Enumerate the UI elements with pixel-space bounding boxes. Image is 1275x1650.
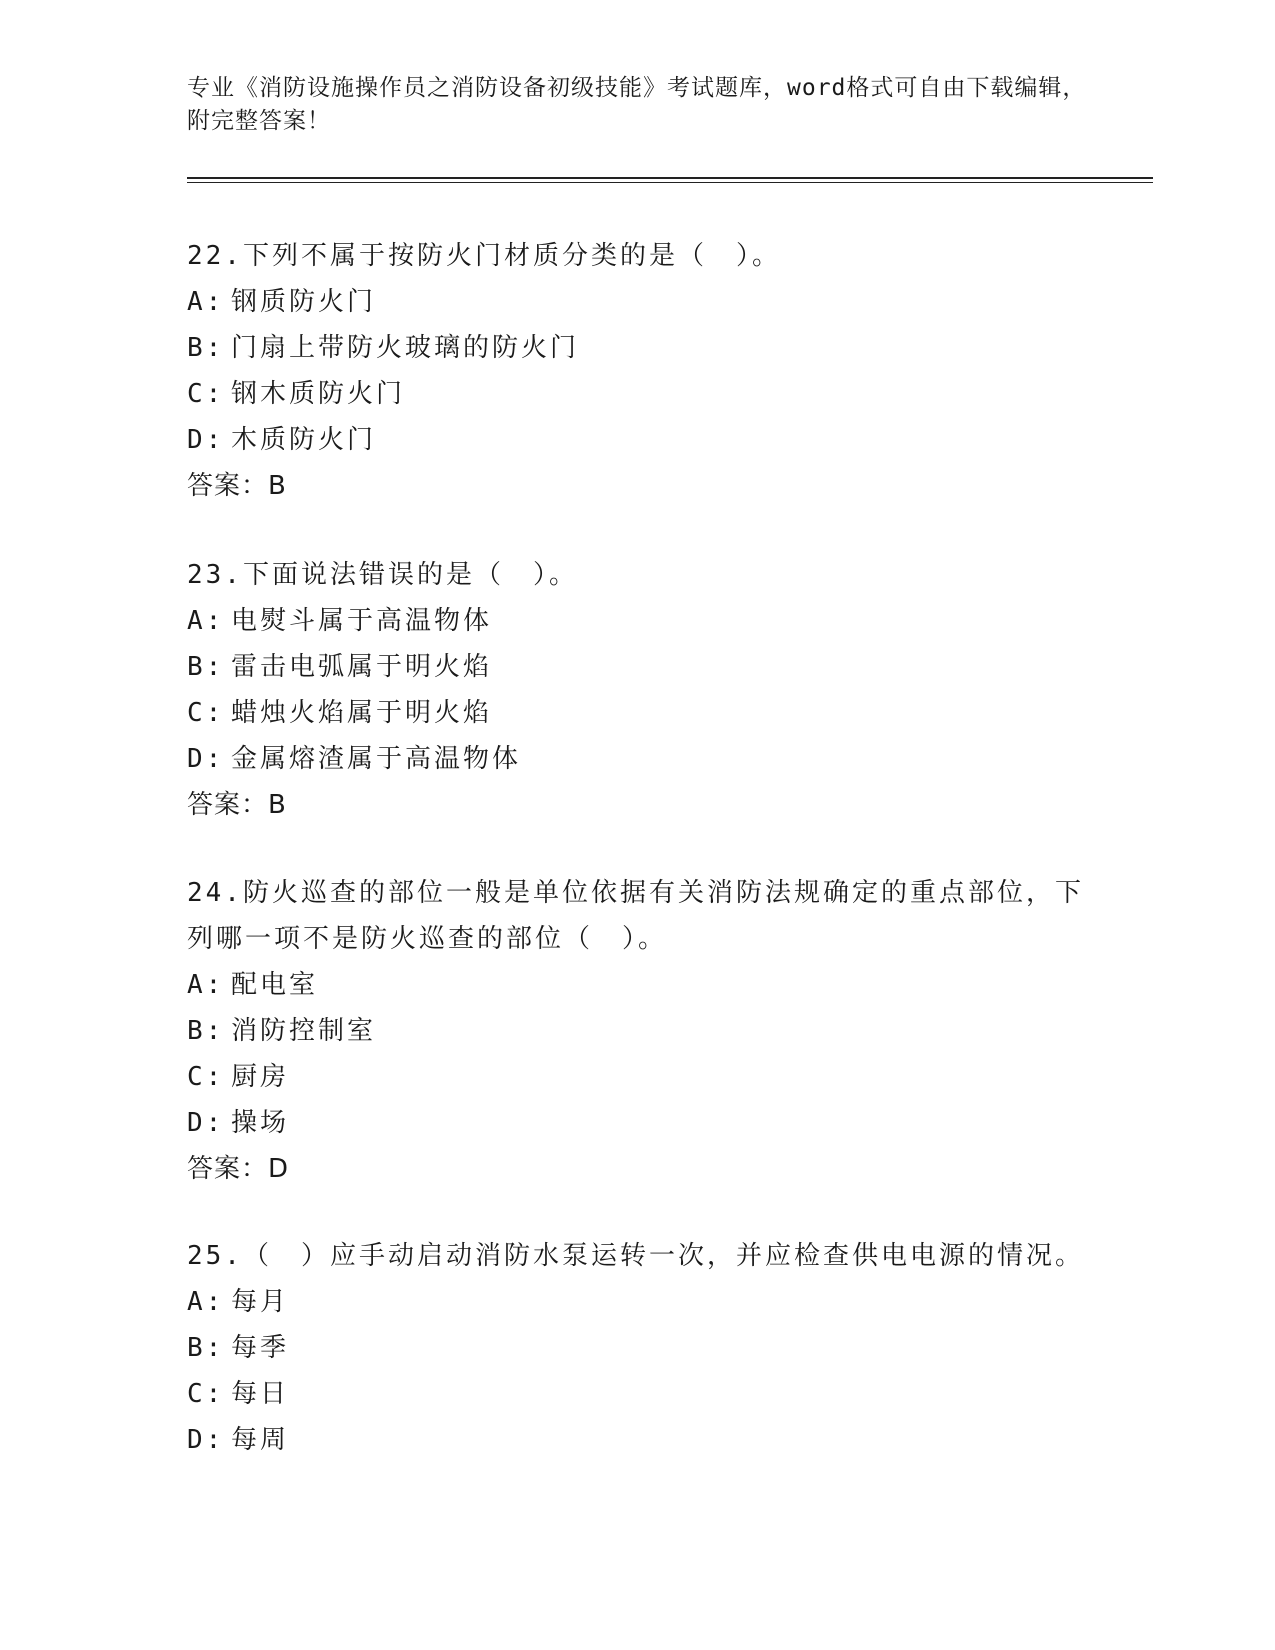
option-a [187,962,1087,1008]
option-key: C: [187,379,225,409]
option-c [187,1054,1087,1100]
option-c [187,1371,1087,1417]
option-text: 配电室 [231,970,319,1000]
option-text: 每季 [231,1333,290,1363]
option-key: A: [187,287,225,317]
option-text: 金属熔渣属于高温物体 [231,744,522,774]
option-text: 消防控制室 [231,1016,377,1046]
header-divider-thin [187,182,1153,183]
answer-text: 答案：D [187,1154,290,1184]
option-key: B: [187,1333,225,1363]
option-text: 钢木质防火门 [231,379,406,409]
question-23 [187,552,1087,828]
option-key: C: [187,1062,225,1092]
option-b [187,644,1087,690]
option-c [187,690,1087,736]
option-key: A: [187,606,225,636]
option-key: D: [187,744,225,774]
option-text: 电熨斗属于高温物体 [231,606,493,636]
option-key: B: [187,333,225,363]
header-divider-thick [187,177,1153,179]
question-stem: 24.防火巡查的部位一般是单位依据有关消防法规确定的重点部位，下列哪一项不是防火巡查的部位（ ）。 [187,878,1084,954]
option-d [187,417,1087,463]
question-stem: 22.下列不属于按防火门材质分类的是（ ）。 [187,241,781,271]
option-text: 厨房 [231,1062,290,1092]
document-header: 专业《消防设施操作员之消防设备初级技能》考试题库，word格式可自由下载编辑，附完整答案！ [187,75,1087,134]
option-b [187,1325,1087,1371]
option-a [187,279,1087,325]
question-stem: 25.（ ）应手动启动消防水泵运转一次，并应检查供电电源的情况。 [187,1241,1084,1271]
option-text: 每日 [231,1379,290,1409]
option-text: 每月 [231,1287,290,1317]
option-key: A: [187,1287,225,1317]
option-b [187,1008,1087,1054]
option-d [187,736,1087,782]
option-key: B: [187,652,225,682]
option-d [187,1100,1087,1146]
answer-text: 答案：B [187,790,287,820]
option-text: 每周 [231,1425,290,1455]
option-key: B: [187,1016,225,1046]
answer-text: 答案：B [187,471,287,501]
option-text: 雷击电弧属于明火焰 [231,652,493,682]
option-c [187,371,1087,417]
question-24 [187,870,1087,1192]
question-stem: 23.下面说法错误的是（ ）。 [187,560,578,590]
option-key: C: [187,1379,225,1409]
option-a [187,1279,1087,1325]
option-key: D: [187,425,225,455]
option-key: C: [187,698,225,728]
option-text: 钢质防火门 [231,287,377,317]
option-text: 操场 [231,1108,290,1138]
question-22 [187,233,1087,509]
option-text: 蜡烛火焰属于明火焰 [231,698,493,728]
option-d [187,1417,1087,1463]
option-text: 木质防火门 [231,425,377,455]
option-b [187,325,1087,371]
option-key: D: [187,1108,225,1138]
option-a [187,598,1087,644]
option-key: A: [187,970,225,1000]
question-25 [187,1233,1087,1463]
option-key: D: [187,1425,225,1455]
option-text: 门扇上带防火玻璃的防火门 [231,333,580,363]
